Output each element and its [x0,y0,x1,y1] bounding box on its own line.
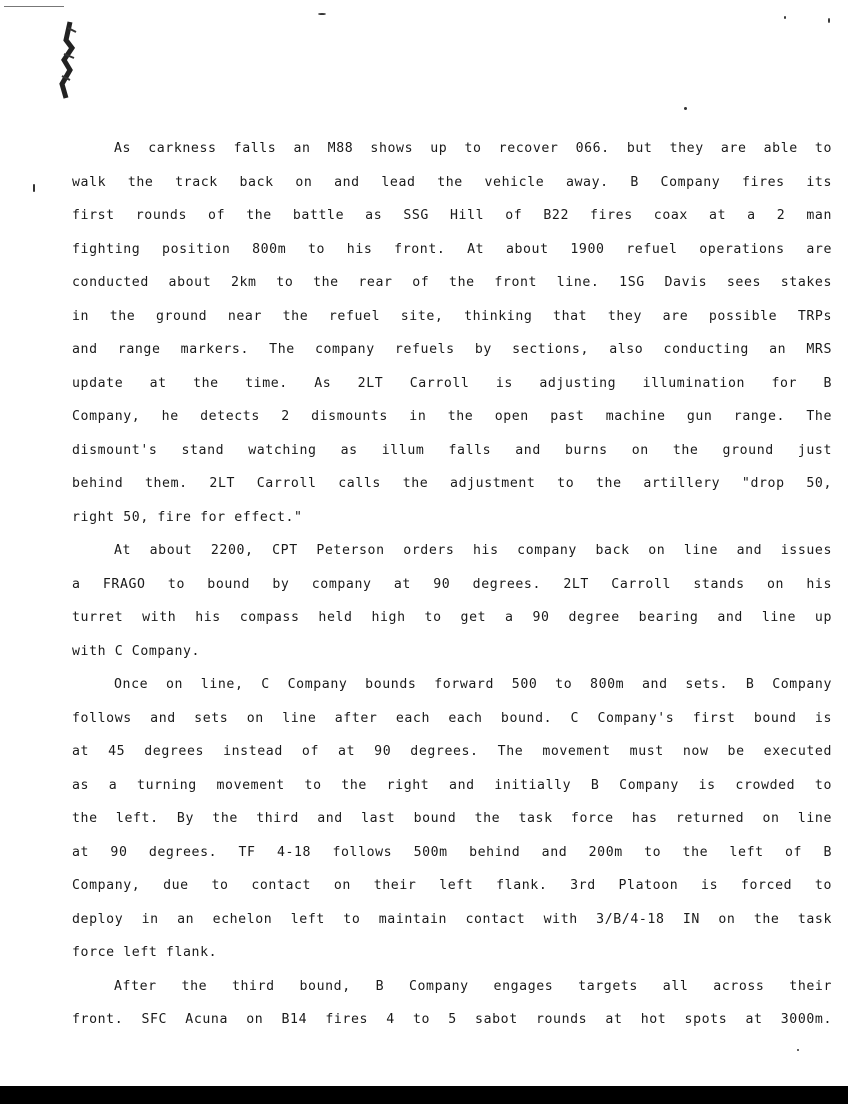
scan-speck-top-left [4,6,64,7]
text-line: fighting position 800m to his front. At about 1900 refuel operations are [72,241,832,257]
text-line: and range markers. The company refuels by sections, also conducting an MRS [72,342,832,357]
text-line: first rounds of the battle as SSG Hill of B22 fires coax at a 2 man [72,208,832,223]
text-line: as a turning movement to the right and initially B Company is crowded to [72,777,832,793]
scan-artifact-left-margin [40,18,80,108]
text-line: As carkness falls an M88 shows up to recover 066. but they are able to [114,141,832,156]
scan-speck-right-2 [784,16,786,19]
text-line: Once on line, C Company bounds forward 500 to 800m and sets. B Company [114,677,832,692]
scan-speck-right-3 [828,18,830,23]
text-line: At about 2200, CPT Peterson orders his company back on line and issues [114,543,832,558]
scan-bottom-edge [0,1086,848,1104]
text-line: dismount's stand watching as illum falls and burns on the ground just [72,442,832,458]
text-line: conducted about 2km to the rear of the front line. 1SG Davis sees stakes [72,275,832,290]
text-line: turret with his compass held high to get a 90 degree bearing and line up [72,610,832,625]
text-line: behind them. 2LT Carroll calls the adjustment to the artillery "drop 50, [72,476,832,491]
text-line: update at the time. As 2LT Carroll is adjusting illumination for B [72,375,832,391]
text-line: Company, he detects 2 dismounts in the open past machine gun range. The [72,409,832,424]
scan-speck-bottom [797,1049,799,1051]
scan-speck-top [318,13,326,15]
scan-speck-right-1 [684,107,687,110]
text-line: a FRAGO to bound by company at 90 degrees. 2LT Carroll stands on his [72,576,832,592]
text-line: the left. By the third and last bound the task force has returned on line [72,811,832,826]
text-line: After the third bound, B Company engages targets all across their [114,978,832,994]
document-body [72,132,832,1037]
text-line: Company, due to contact on their left flank. 3rd Platoon is forced to [72,878,832,893]
text-line: force left flank. [72,945,218,960]
text-line: right 50, fire for effect." [72,509,303,525]
text-line: with C Company. [72,643,201,659]
text-line: at 90 degrees. TF 4-18 follows 500m behind and 200m to the left of B [72,844,832,860]
text-line: follows and sets on line after each each bound. C Company's first bound is [72,710,832,726]
text-line: in the ground near the refuel site, thinking that they are possible TRPs [72,308,832,324]
text-line: front. SFC Acuna on B14 fires 4 to 5 sabot rounds at hot spots at 3000m. [72,1012,832,1027]
text-line: walk the track back on and lead the vehicle away. B Company fires its [72,174,832,190]
scan-speck-left [33,184,35,192]
text-line: deploy in an echelon left to maintain contact with 3/B/4-18 IN on the task [72,911,832,927]
text-line: at 45 degrees instead of at 90 degrees. The movement must now be executed [72,744,832,759]
